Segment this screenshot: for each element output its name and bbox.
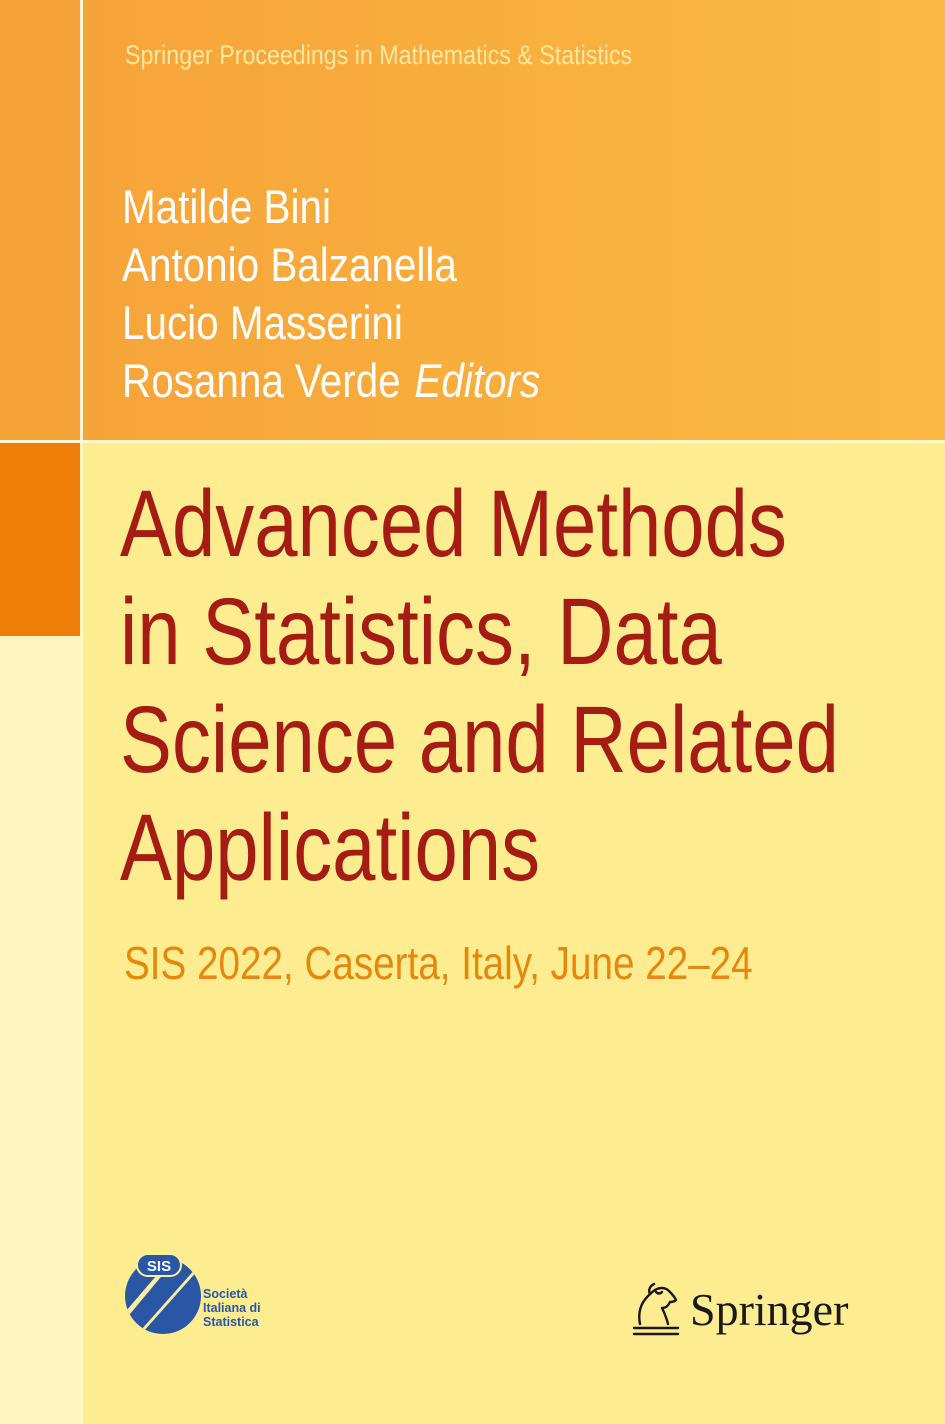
springer-horse-icon [628,1280,688,1344]
sis-line: Società [203,1287,248,1301]
title-line: Applications [120,795,541,901]
editor-name: Lucio Masserini [122,296,403,349]
sis-logo-text [203,1287,261,1329]
editor-name: Antonio Balzanella [122,238,457,291]
title-line: Advanced Methods [120,471,787,577]
publisher-name: Springer [690,1284,849,1335]
editors-block [122,178,540,410]
series-title: Springer Proceedings in Mathematics & Statistics [125,40,633,70]
vertical-divider [80,0,83,1424]
top-left-block [0,0,80,440]
editors-role: Editors [414,354,541,407]
left-strip [0,636,80,1424]
title-line: in Statistics, Data [120,579,722,685]
sis-abbr: SIS [146,1258,172,1275]
editor-name: Matilde Bini [122,180,331,233]
horizontal-divider [0,440,945,443]
sis-line: Italiana di [203,1301,261,1315]
title-line: Science and Related [120,687,839,793]
book-title [120,470,839,902]
editor-name-last [122,352,540,410]
sis-line: Statistica [203,1315,259,1329]
book-subtitle: SIS 2022, Caserta, Italy, June 22–24 [124,937,753,989]
orange-accent-block [0,443,80,636]
editor-name-text: Rosanna Verde [122,354,401,407]
